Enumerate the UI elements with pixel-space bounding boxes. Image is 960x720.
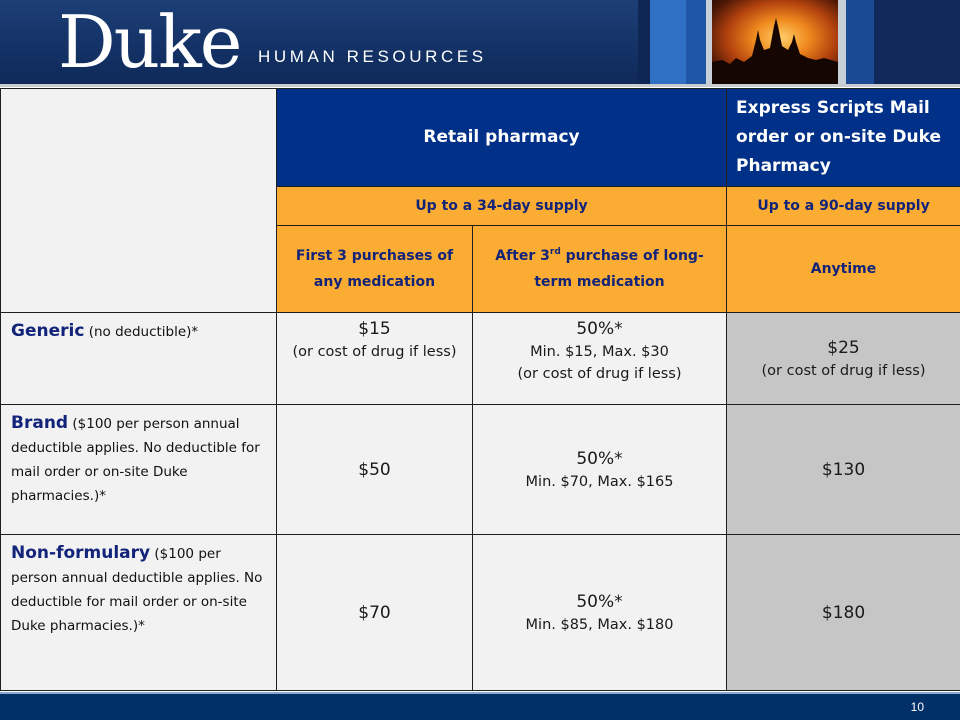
footer-bar [0,692,960,720]
purchase-after-prefix: After 3 [495,248,550,264]
generic-after-third [473,313,727,405]
brand-first-three [277,405,473,535]
nonformulary-after-third [473,535,727,691]
header-stripe [846,0,874,84]
header-stripe [686,0,706,84]
header-divider [0,84,960,87]
header-retail-pharmacy: Retail pharmacy [277,89,727,187]
header-mail-order: Express Scripts Mail order or on-site Duke Pharmacy [727,89,960,187]
price-value: $130 [821,459,866,480]
duke-logo: Duke [58,0,241,84]
header-stripe [838,0,846,84]
duke-chapel-photo [712,0,838,84]
purchase-after-suffix: purchase of long-term medication [534,248,704,290]
price-range: Min. $85, Max. $180 [525,616,674,633]
row-note: ($100 per person annual deductible applies. No deductible for mail order or on-site Duke pharmacies.)* [11,416,260,504]
supply-mail: Up to a 90-day supply [727,187,960,226]
generic-mail [727,313,960,405]
footer-rule [0,692,960,694]
row-term: Generic [11,321,85,341]
price-value: $70 [358,602,391,623]
purchase-first-three: First 3 purchases of any medication [277,226,473,313]
row-note: ($100 per person annual deductible applies. No deductible for mail order or on-site Duke pharmacies.)* [11,546,263,634]
table-row [1,535,960,691]
row-term: Brand [11,413,69,433]
nonformulary-first-three [277,535,473,691]
row-label-generic [1,313,277,405]
supply-retail: Up to a 34-day supply [277,187,727,226]
header-stripe [638,0,650,84]
price-value: 50%* [576,448,623,469]
brand-mail [727,405,960,535]
header-stripe [874,0,960,84]
table-row [1,405,960,535]
table-row [1,313,960,405]
department-title: HUMAN RESOURCES [258,47,487,66]
price-note: (or cost of drug if less) [517,366,682,382]
price-range: Min. $70, Max. $165 [525,473,674,490]
brand-after-third [473,405,727,535]
page-number: 10 [910,700,924,714]
row-term: Non-formulary [11,543,151,563]
price-value: $50 [358,459,391,480]
price-note: (or cost of drug if less) [292,344,457,360]
row-label-non-formulary [1,535,277,691]
row-note: (no deductible)* [84,324,199,340]
purchase-after-third [473,226,727,313]
price-value: 50%* [576,591,623,612]
generic-first-three [277,313,473,405]
header-stripe [650,0,686,84]
price-value: $15 [358,319,391,339]
price-range: Min. $15, Max. $30 [530,344,669,360]
price-value: $25 [827,337,860,358]
purchase-after-ordinal: rd [549,247,561,257]
price-value: $180 [821,602,866,623]
corner-cell [1,89,277,313]
nonformulary-mail [727,535,960,691]
header-banner [0,0,960,84]
pharmacy-cost-table [0,88,960,691]
price-value: 50%* [576,319,623,339]
row-label-brand [1,405,277,535]
price-note: (or cost of drug if less) [761,362,926,379]
purchase-anytime: Anytime [727,226,960,313]
